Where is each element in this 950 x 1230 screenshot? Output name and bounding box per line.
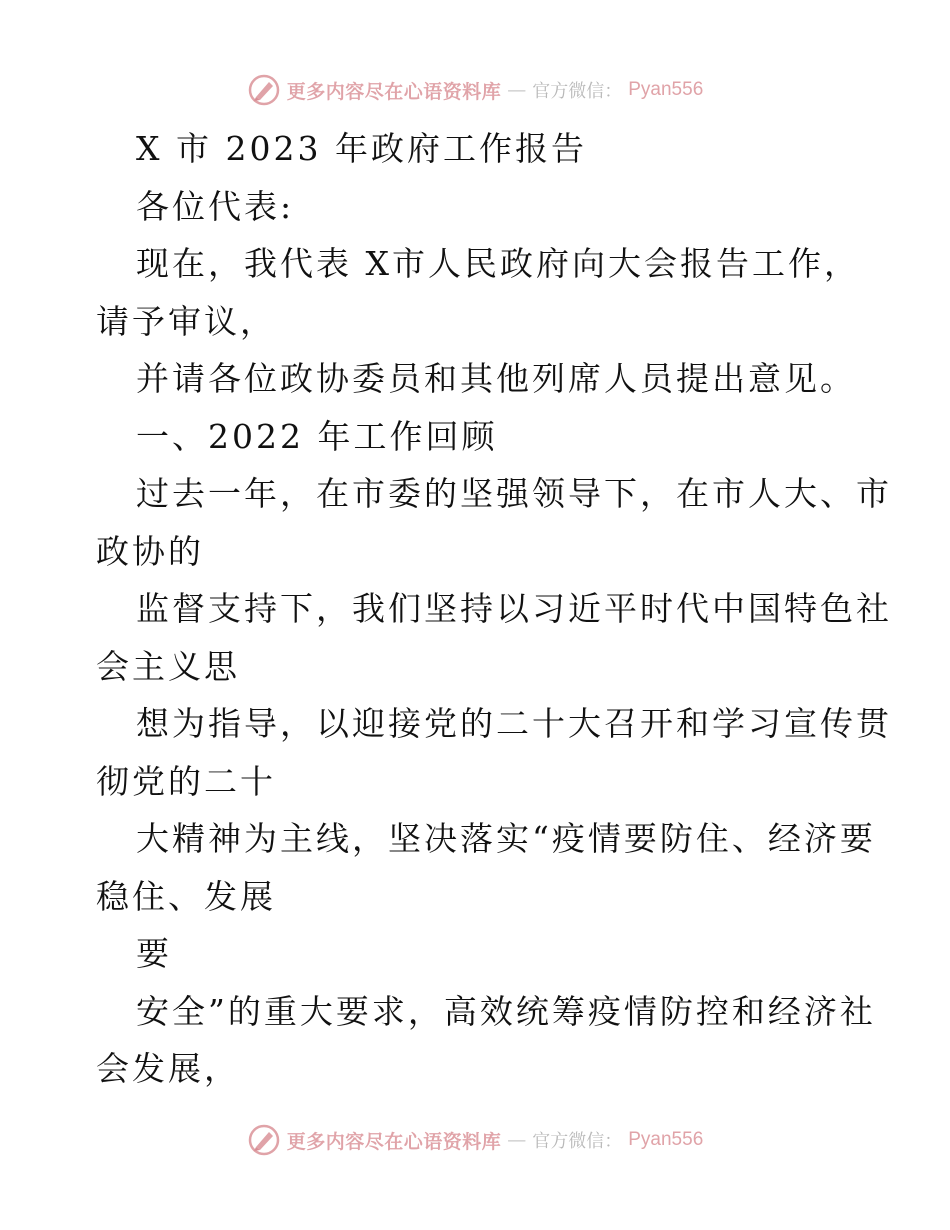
document-line: 过去一年，在市委的坚强领导下，在市人大、市 [136,474,892,513]
document-line: 要 [136,934,172,973]
document-line: 现在，我代表 X市人民政府向大会报告工作， [136,244,860,283]
pen-logo-icon [247,1123,281,1157]
document-line: X 市 2023 年政府工作报告 [136,129,587,168]
watermark-footer [0,1120,950,1160]
document-line: 会发展， [96,1049,240,1088]
document-line: 想为指导，以迎接党的二十大召开和学习宣传贯 [136,704,892,743]
watermark-id: Pyan556 [628,1129,704,1150]
document-line: 彻党的二十 [96,761,276,801]
watermark-header [0,70,950,110]
document-line: 安全”的重大要求，高效统筹疫情防控和经济社 [136,991,876,1031]
pen-logo-icon [247,73,281,107]
watermark-sub: 官方微信： [532,81,623,102]
document-line: 各位代表: [136,186,295,226]
watermark-dash: — [507,1129,527,1151]
document-line: 政协的 [96,531,204,571]
document-line: 大精神为主线，坚决落实“疫情要防住、经济要 [136,819,876,858]
document-line: 会主义思 [96,646,240,686]
document-line: 一、2022 年工作回顾 [136,416,498,456]
document-line: 请予审议， [96,301,276,341]
watermark-dash: — [507,79,527,101]
watermark-brand: 更多内容尽在心语资料库 [286,80,502,103]
document-body [96,120,892,1098]
watermark-brand: 更多内容尽在心语资料库 [286,1130,502,1153]
document-line: 稳住、发展 [96,876,276,916]
document-line: 并请各位政协委员和其他列席人员提出意见。 [136,359,856,398]
watermark-sub: 官方微信： [532,1131,623,1152]
document-line: 监督支持下，我们坚持以习近平时代中国特色社 [136,589,892,628]
watermark-id: Pyan556 [628,79,704,100]
